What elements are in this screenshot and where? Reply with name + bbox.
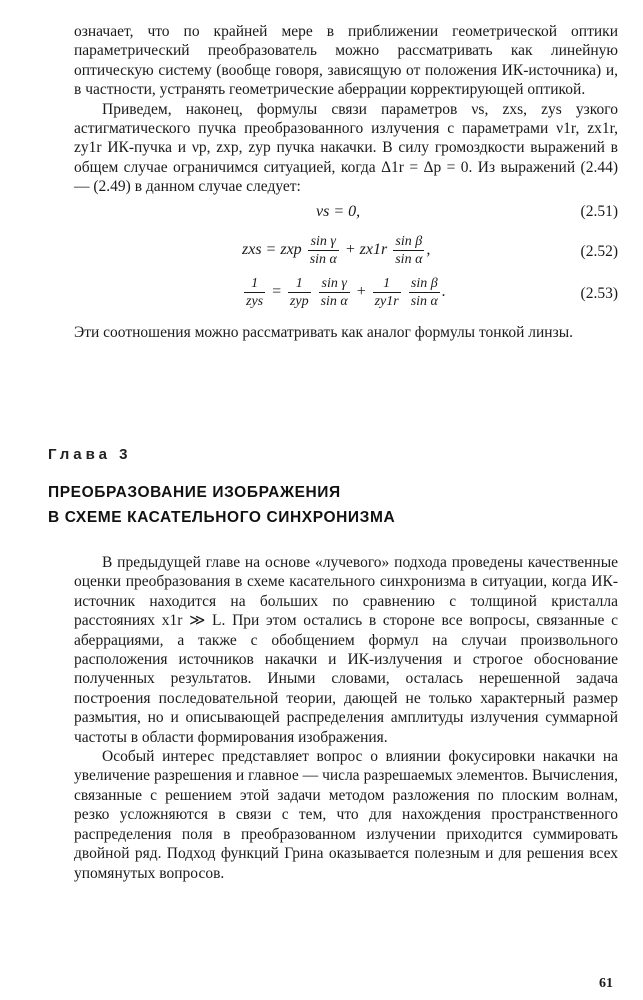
formula-2-53-expr (242, 275, 446, 310)
fraction (393, 233, 424, 268)
formula-2-53-tail: . (441, 282, 446, 300)
denominator: zyp (289, 293, 309, 309)
denominator: zys (246, 293, 264, 309)
denominator: zy1r (374, 293, 399, 309)
formula-2-53-eq: = (271, 282, 282, 300)
fraction (288, 275, 311, 310)
fraction (319, 275, 350, 310)
chapter-title (48, 480, 395, 530)
formula-2-53-plus: + (355, 282, 367, 300)
numerator: 1 (373, 275, 401, 293)
formula-2-52 (74, 231, 618, 273)
denominator: sin α (309, 251, 337, 267)
paragraph-previous-chapter: В предыдущей главе на основе «лучевого» подхода проведены качественные оценки преобразования в схеме касательного синхронизма в ситуации, когда ИК-источник находится на больших по сравнению с толщиной кристалла расстояниях x1r ≫ L. При этом остались в стороне все вопросы, связанные с аберрациями, а также с обобщением формул на случаи произвольного расположения источников накачки и ИК-излучения и строгое обоснование полученных результатов. Иными словами, осталась нерешенной задача построения последовательной теории, дающей не только характерный размер размытия, но и описывающей распределения амплитуды излучения суммарной частоты в области формирования изображения. (74, 554, 618, 746)
formula-2-52-tail: , (426, 240, 431, 258)
numerator: sin γ (308, 233, 339, 251)
chapter-title-line-1: ПРЕОБРАЗОВАНИЕ ИЗОБРАЖЕНИЯ (48, 484, 341, 501)
numerator: 1 (244, 275, 265, 293)
formula-2-51-expr: νs = 0, (316, 202, 361, 220)
fraction (308, 233, 339, 268)
formula-2-53-number: (2.53) (580, 284, 618, 302)
formula-2-52-plus: + zx1r (344, 240, 388, 258)
formula-2-52-lhs: zxs = zxp (242, 240, 302, 258)
numerator: 1 (288, 275, 311, 293)
top-text-block (74, 22, 618, 342)
chapter-title-line-2: В СХЕМЕ КАСАТЕЛЬНОГО СИНХРОНИЗМА (48, 509, 396, 526)
denominator: sin α (410, 293, 438, 309)
formula-2-51 (74, 203, 618, 231)
chapter-body (74, 553, 618, 883)
numerator: sin β (409, 275, 440, 293)
numerator: sin β (393, 233, 424, 251)
paragraph-thin-lens: Эти соотношения можно рассматривать как аналог формулы тонкой линзы. (74, 323, 573, 341)
chapter-label: Глава 3 (48, 446, 132, 463)
denominator: sin α (320, 293, 348, 309)
numerator: sin γ (319, 275, 350, 293)
denominator: sin α (395, 251, 423, 267)
fraction (409, 275, 440, 310)
paragraph-formulas-intro: Приведем, наконец, формулы связи параметров νs, zxs, zys узкого астигматического пучка преобразованного излучения с параметрами ν1r, zx1r, zy1r ИК-пучка и νp, zxp, zyp пучка накачки. В силу громоздкости выражений в общем случае ограничимся ситуацией, когда Δ1r = Δp = 0. Из выражений (2.44) — (2.49) в данном случае следует: (74, 100, 618, 196)
fraction (373, 275, 401, 310)
fraction (244, 275, 265, 310)
formula-2-52-number: (2.52) (580, 242, 618, 260)
formula-2-52-expr (242, 233, 430, 268)
paragraph-continuation: означает, что по крайней мере в приближении геометрической оптики параметрический преобразователь можно рассматривать как линейную оптическую систему (вообще говоря, зависящую от положения ИК-источника) и, в частности, устранять геометрические аберрации корректирующей оптикой. (74, 23, 618, 99)
page-number: 61 (599, 976, 613, 991)
formula-2-51-number: (2.51) (580, 202, 618, 220)
formula-2-53 (74, 273, 618, 319)
paragraph-focusing: Особый интерес представляет вопрос о влиянии фокусировки накачки на увеличение разрешения и главное — числа разрешаемых элементов. Вычисления, связанные с решением этой задачи методом разложения по плоским волнам, резко усложняются в связи с тем, что для нахождения пространственного распределения поля в преобразованном излучении приходится суммировать двойной ряд. Подход функций Грина оказывается полезным и для решения всех упомянутых вопросов. (74, 748, 618, 882)
